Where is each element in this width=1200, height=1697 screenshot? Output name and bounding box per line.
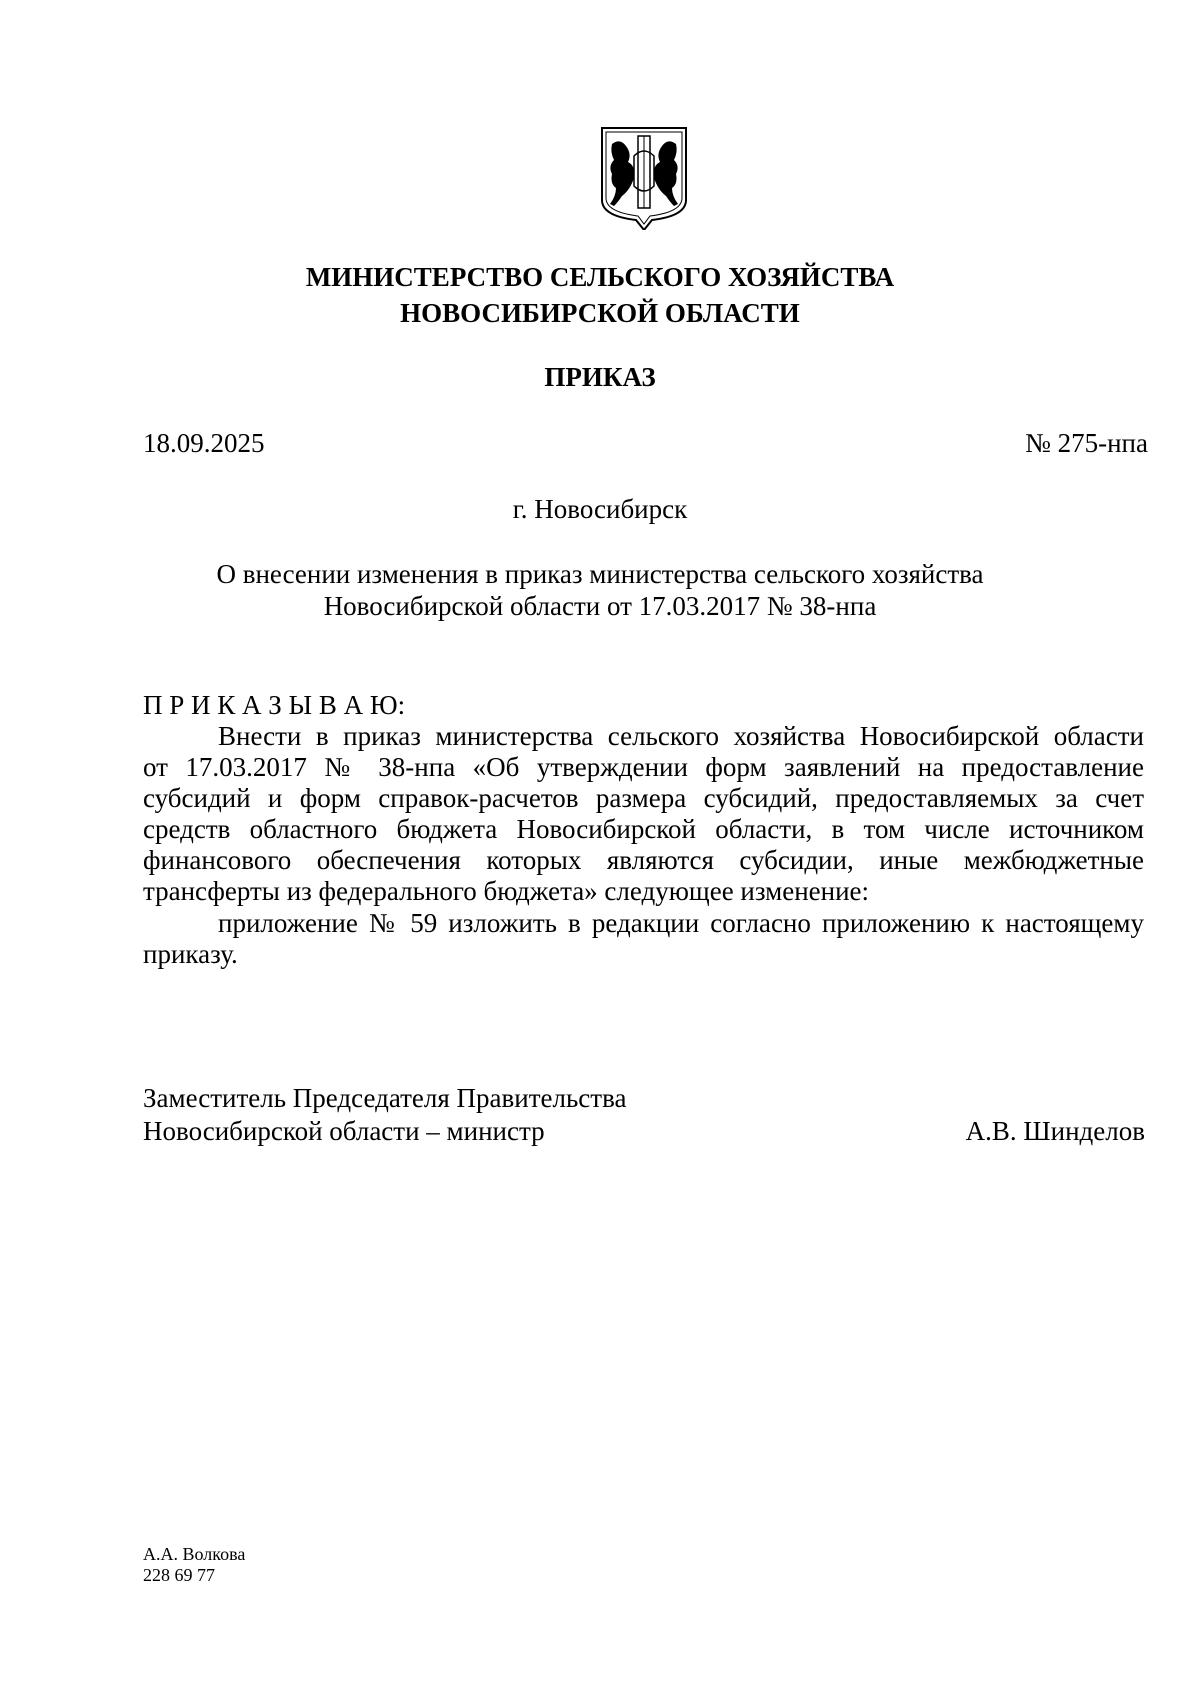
paragraph-line: средств областного бюджета Новосибирской области, в том числе источником [143,814,1144,844]
document-date: 18.09.2025 [143,428,265,458]
subject-line1: О внесении изменения в приказ министерства сельского хозяйства [216,559,984,589]
paragraph-line: приказу. [143,939,238,969]
signatory-position-line2: Новосибирской области – министр [143,1116,545,1146]
order-word: П Р И К А З Ы В А Ю: [143,690,406,720]
paragraph-line: приложение № 59 изложить в редакции согласно приложению к настоящему [218,908,1144,938]
subject-line2: Новосибирской области от 17.03.2017 № 38-нпа [323,591,877,621]
paragraph-line: Внести в приказ министерства сельского хозяйства Новосибирской области [218,721,1144,751]
order-paragraph-2 [143,908,1144,970]
ministry-name-line1: МИНИСТЕРСТВО СЕЛЬСКОГО ХОЗЯЙСТВА [305,262,895,292]
executor-phone: 228 69 77 [143,1565,215,1585]
order-paragraph-1 [143,721,1144,907]
paragraph-line: субсидий и форм справок-расчетов размера субсидий, предоставляемых за счет [143,783,1144,813]
executor-name: А.А. Волкова [143,1544,246,1564]
paragraph-line: финансового обеспечения которых являются субсидии, иные межбюджетные [143,845,1144,875]
novosibirsk-coat-of-arms-icon [600,126,688,230]
paragraph-line: трансферты из федерального бюджета» следующее изменение: [143,876,870,906]
document-city: г. Новосибирск [512,494,688,524]
signatory-name: А.В. Шинделов [965,1116,1145,1146]
document-type: ПРИКАЗ [544,362,656,392]
document-number: № 275-нпа [1025,428,1148,458]
ministry-name-line2: НОВОСИБИРСКОЙ ОБЛАСТИ [400,298,800,328]
paragraph-line: от 17.03.2017 № 38-нпа «Об утверждении форм заявлений на предоставление [143,752,1144,782]
signatory-position-line1: Заместитель Председателя Правительства [143,1083,627,1113]
